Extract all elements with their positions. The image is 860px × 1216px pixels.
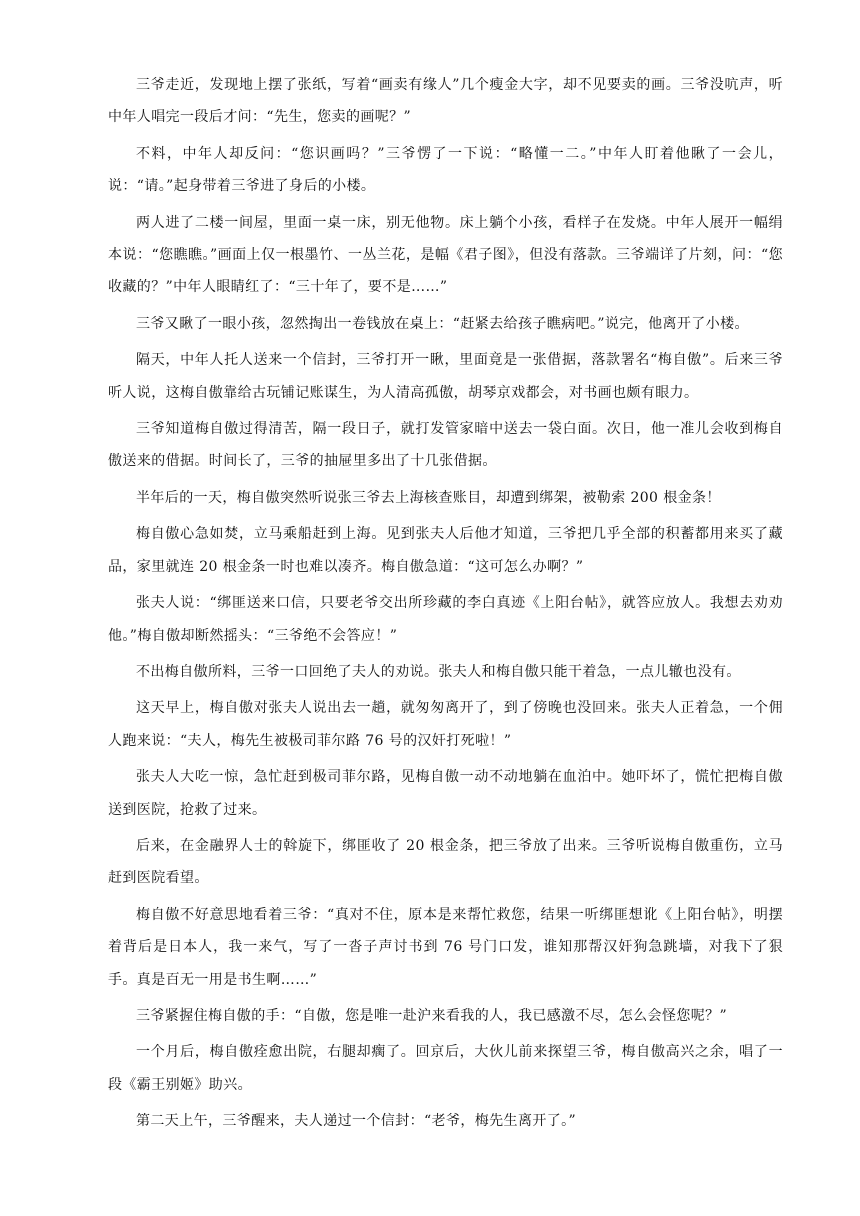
paragraph: 三爷知道梅自傲过得清苦，隔一段日子，就打发管家暗中送去一袋白面。次日，他一准儿会收到梅自傲送来的借据。时间长了，三爷的抽屉里多出了十几张借据。	[108, 421, 783, 470]
story-text	[108, 69, 783, 1142]
paragraph: 不料，中年人却反问：“您识画吗？”三爷愣了一下说：“略懂一二。”中年人盯着他瞅了一会儿，说：“请。”起身带着三爷进了身后的小楼。	[108, 145, 783, 195]
paragraph: 张夫人大吃一惊，急忙赶到极司菲尔路，见梅自傲一动不动地躺在血泊中。她吓坏了，慌忙把梅自傲送到医院，抢救了过来。	[108, 769, 783, 818]
paragraph: 三爷走近，发现地上摆了张纸，写着“画卖有缘人”几个瘦金大字，却不见要卖的画。三爷没吭声，听中年人唱完一段后才问：“先生，您卖的画呢？”	[108, 77, 783, 126]
paragraph: 一个月后，梅自傲痊愈出院，右腿却瘸了。回京后，大伙儿前来探望三爷，梅自傲高兴之余，唱了一段《霸王别姬》助兴。	[108, 1044, 783, 1093]
paragraph: 三爷紧握住梅自傲的手：“自傲，您是唯一赴沪来看我的人，我已感激不尽，怎么会怪您呢？”	[136, 1007, 728, 1024]
paragraph: 这天早上，梅自傲对张夫人说出去一趟，就匆匆离开了，到了傍晚也没回来。张夫人正着急，一个佣人跑来说：“夫人，梅先生被极司菲尔路 76 号的汉奸打死啦！”	[108, 700, 783, 749]
paragraph: 三爷又瞅了一眼小孩，忽然掏出一卷钱放在桌上：“赶紧去给孩子瞧病吧。”说完，他离开了小楼。	[136, 315, 749, 332]
paragraph: 梅自傲心急如焚，立马乘船赶到上海。见到张夫人后他才知道，三爷把几乎全部的积蓄都用来买了藏品，家里就连 20 根金条一时也难以凑齐。梅自傲急道：“这可怎么办啊？”	[108, 526, 783, 575]
paragraph: 梅自傲不好意思地看着三爷：“真对不住，原本是来帮忙救您，结果一听绑匪想讹《上阳台帖》，明摆着背后是日本人，我一来气，写了一沓子声讨书到 76 号门口发，谁知那帮汉奸狗急跳墙，对我下了狠手。真是百无一用是书生啊……”	[108, 906, 783, 988]
paragraph: 张夫人说：“绑匪送来口信，只要老爷交出所珍藏的李白真迹《上阳台帖》，就答应放人。我想去劝劝他。”梅自傲却断然摇头：“三爷绝不会答应！”	[108, 595, 783, 644]
paragraph: 后来，在金融界人士的斡旋下，绑匪收了 20 根金条，把三爷放了出来。三爷听说梅自傲重伤，立马赶到医院看望。	[108, 837, 783, 887]
paragraph: 两人进了二楼一间屋，里面一桌一床，别无他物。床上躺个小孩，看样子在发烧。中年人展开一幅绢本说：“您瞧瞧。”画面上仅一根墨竹、一丛兰花，是幅《君子图》，但没有落款。三爷端详了片刻，问：“您收藏的？”中年人眼睛红了：“三十年了，要不是……”	[108, 214, 783, 296]
paragraph: 不出梅自傲所料，三爷一口回绝了夫人的劝说。张夫人和梅自傲只能干着急，一点儿辙也没有。	[136, 663, 741, 680]
paragraph: 隔天，中年人托人送来一个信封，三爷打开一瞅，里面竟是一张借据，落款署名“梅自傲”。后来三爷听人说，这梅自傲靠给古玩铺记账谋生，为人清高孤傲，胡琴京戏都会，对书画也颇有眼力。	[108, 352, 783, 401]
paragraph: 第二天上午，三爷醒来，夫人递过一个信封：“老爷，梅先生离开了。”	[136, 1113, 577, 1130]
paragraph: 半年后的一天，梅自傲突然听说张三爷去上海核查账目，却遭到绑架，被勒索 200 根金条！	[136, 489, 721, 506]
